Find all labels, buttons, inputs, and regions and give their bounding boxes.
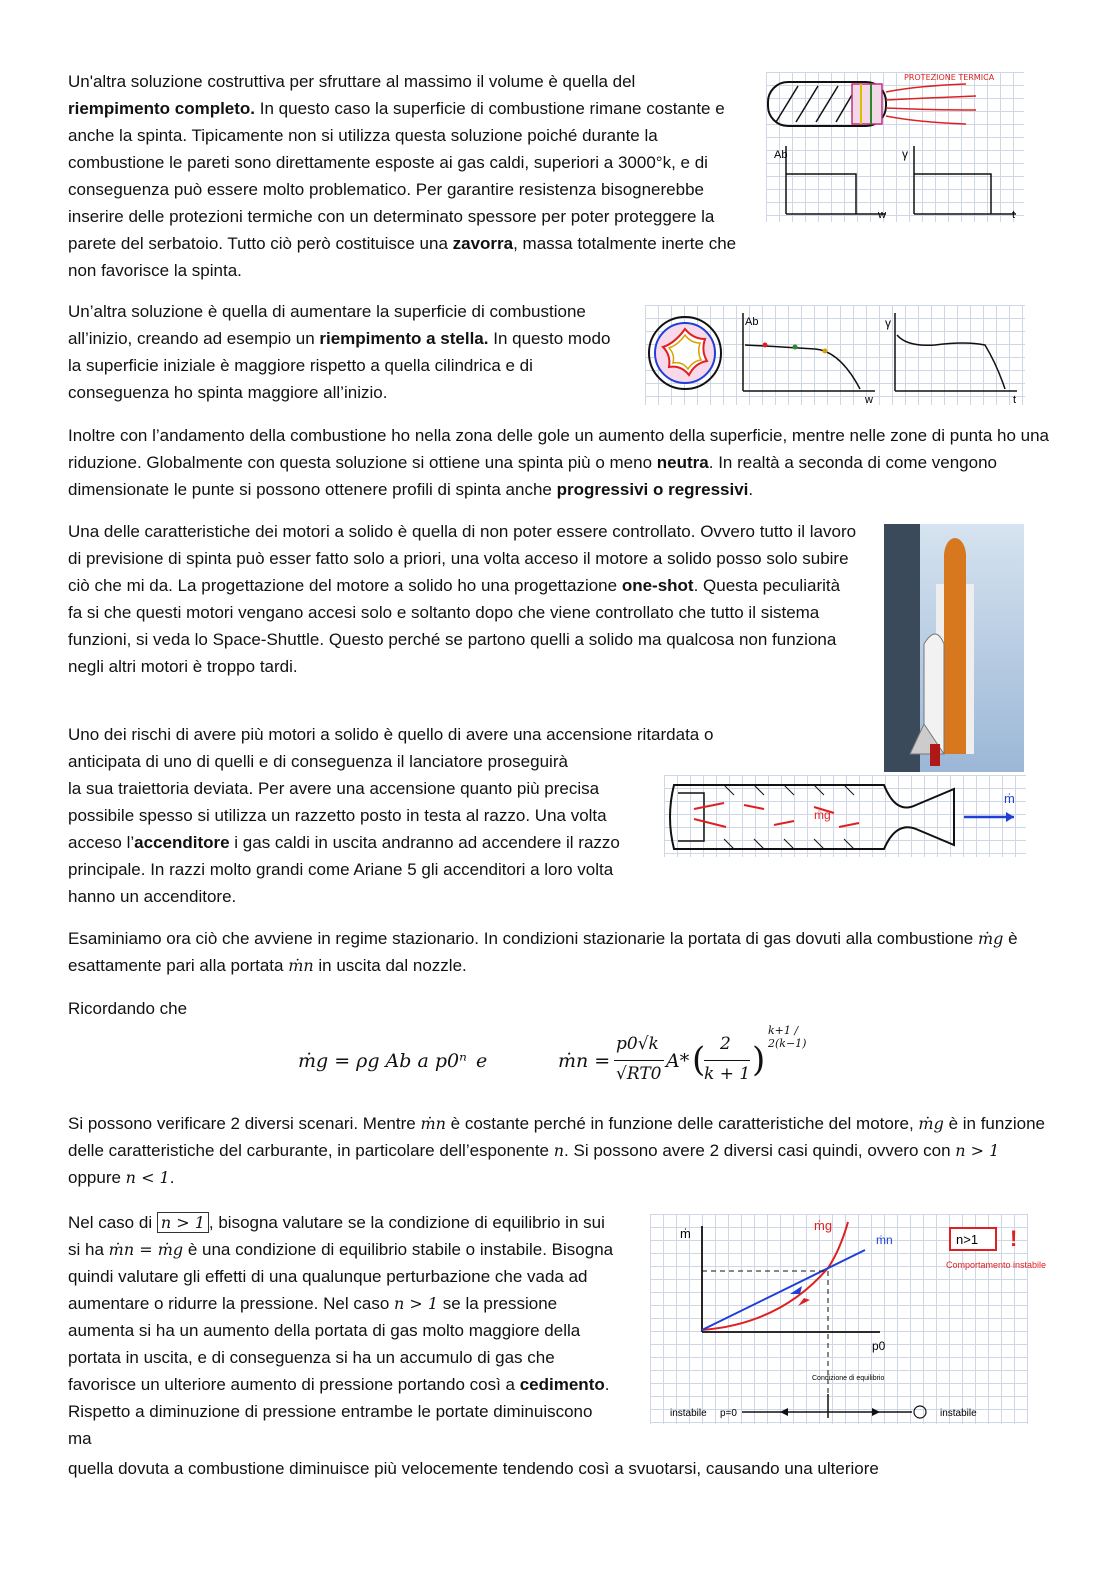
figure-riempimento-completo xyxy=(766,72,1024,222)
box-n-greater-1: n>1 xyxy=(956,1232,979,1247)
term-neutra: neutra xyxy=(656,453,709,472)
figure-riempimento-stella-sketch xyxy=(645,305,1025,405)
svg-text:t: t xyxy=(1013,394,1017,406)
paragraph-regime-stazionario: Esaminiamo ora ciò che avviene in regime stazionario. In condizioni stazionarie la portata di gas dovuti alla combustione ṁg è esattamente pari alla portata ṁn in uscita dal nozzle. xyxy=(68,929,1018,975)
curve-label-mn: ṁn xyxy=(876,1233,893,1247)
paragraph-accenditore: la sua traiettoria deviata. Per avere una accensione quanto più precisa possibile spesso si utilizza un razzetto posto in testa al razzo. Una volta acceso l’accenditore i gas caldi in uscita andranno ad accendere il razzo principale. In razzi molto grandi come Ariane 5 gli accenditori a loro volta hanno un accenditore. xyxy=(68,779,620,906)
term-one-shot: one-shot xyxy=(621,576,694,595)
label-instabile-right: instabile xyxy=(940,1408,977,1419)
x-axis-label: p0 xyxy=(872,1339,886,1353)
paragraph-riempimento-completo: Un'altra soluzione costruttiva per sfruttare al massimo il volume è quella del riempimento completo. In questo caso la superficie di combustione rimane costante e anche la spinta. Tipicamente non si utilizza questa soluzione poiché durante la combustione le pareti sono direttamente esposte ai gas caldi, superiori a 3000°k, e di conseguenza può essere molto problematico. Per garantire resistenza bisognerebbe inserire delle protezioni termiche con un determinato spessore per poter proteggere la parete del serbatoio. Tutto ciò però costituisce una zavorra, massa totalmente inerte che non favorisce la spinta. xyxy=(68,72,737,280)
paragraph-riempimento-stella: Un’altra soluzione è quella di aumentare la superficie di combustione all’inizio, creando ad esempio un riempimento a stella. In questo modo la superficie iniziale è maggiore rispetto a quella cilindrica e di conseguenza ho spinta maggiore all’inizio. xyxy=(68,302,611,402)
term-zavorra: zavorra xyxy=(452,234,514,253)
label-p-zero: p=0 xyxy=(720,1408,737,1419)
term-cedimento: cedimento xyxy=(519,1375,605,1394)
explosion-icon xyxy=(914,1406,926,1418)
svg-text:w: w xyxy=(878,209,886,221)
svg-text:Ab: Ab xyxy=(745,316,759,328)
paragraph-continuazione: quella dovuta a combustione diminuisce più velocemente tendendo così a svuotarsi, causando una ulteriore xyxy=(68,1459,879,1478)
label-protezione-termica: PROTEZIONE TERMICA xyxy=(904,73,995,82)
equation-mdot-n: ṁn = p0√k √RT0 A* ( 2 k + 1 ) k+1 / 2(k−1) xyxy=(558,1024,807,1084)
figure-accenditore xyxy=(664,775,1026,857)
label-mdot: ṁ xyxy=(1004,791,1015,806)
svg-text:γ: γ xyxy=(885,316,891,330)
paragraph-scenari: Si possono verificare 2 diversi scenari. Mentre ṁn è costante perché in funzione delle caratteristiche del motore, ṁg è in funzione delle caratteristiche del carburante, in particolare dell’esponente n. Si possono avere 2 diversi casi quindi, ovvero con n > 1 oppure n < 1. xyxy=(68,1114,1045,1187)
paragraph-ricordando: Ricordando che xyxy=(68,999,188,1018)
y-axis-label: ṁ xyxy=(680,1226,691,1241)
equation-e: e xyxy=(476,1050,488,1072)
paragraph-one-shot: Una delle caratteristiche dei motori a solido è quella di non poter essere controllato. Ovvero tutto il lavoro di previsione di spinta può esser fatto solo a priori, una volta acceso il motore a solido posso solo subire ciò che mi da. La progettazione del motore a solido ho una progettazione one-shot. Questa peculiarità fa si che questi motori vengano accesi solo e soltanto dopo che viene controllato che tutto il sistema funzioni, si veda lo Space-Shuttle. Questo perché se partono quelli a solido ma qualcosa non funziona negli altri motori è troppo tardi. xyxy=(68,522,857,676)
space-shuttle-photo xyxy=(884,524,1024,772)
space-shuttle-illustration xyxy=(884,524,1024,772)
label-instabile-left: instabile xyxy=(670,1408,707,1419)
term-riempimento-completo: riempimento completo. xyxy=(68,99,256,118)
term-progressivi-regressivi: progressivi o regressivi xyxy=(556,480,749,499)
svg-text:Ab: Ab xyxy=(774,149,788,161)
paragraph-accensione: Uno dei rischi di avere più motori a solido è quello di avere una accensione ritardata o anticipata di uno di quelli e di conseguenza il lanciatore proseguirà xyxy=(68,725,714,771)
figure-riempimento-completo-sketch xyxy=(766,72,1024,222)
label-condizione-equilibrio: Condizione di equilibrio xyxy=(812,1375,885,1382)
term-accenditore: accenditore xyxy=(134,833,230,852)
label-mdot-g: ṁg xyxy=(814,808,831,822)
boxed-n-greater-1: n > 1 xyxy=(157,1212,209,1233)
warning-icon: ! xyxy=(1010,1226,1018,1251)
paragraph-spinta-neutra: Inoltre con l’andamento della combustione ho nella zona delle gole un aumento della superficie, mentre nelle zone di punta ho una riduzione. Globalmente con questa soluzione si ottiene una spinta più o meno neutra. In realtà a seconda di come vengono dimensionate le punte si possono ottenere profili di spinta anche progressivi o regressivi. xyxy=(68,426,1049,499)
figure-stabilita-sketch xyxy=(650,1214,1047,1424)
paragraph-equilibrio: Nel caso di n > 1 , bisogna valutare se la condizione di equilibrio in sui si ha ṁn = ṁg è una condizione di equilibrio stabile o instabile. Bisogna quindi valutare gli effetti di una qualunque perturbazione che vada ad aumentare o ridurre la pressione. Nel caso n > 1 se la pressione aumenta si ha un aumento della portata di gas molto maggiore della portata in uscita, e di conseguenza si ha un accumulo di gas che favorisce un ulteriore aumento di pressione portando così a cedimento. Rispetto a diminuzione di pressione entrambe le portate diminuiscono ma xyxy=(68,1213,614,1448)
svg-text:t: t xyxy=(1012,209,1016,221)
equation-mdot-g: ṁg = ρg Ab a p0ⁿ xyxy=(298,1050,467,1072)
svg-text:w: w xyxy=(865,394,873,406)
curve-label-mg: ṁg xyxy=(814,1218,833,1233)
figure-accenditore-sketch xyxy=(664,775,1026,857)
svg-text:γ: γ xyxy=(902,147,908,161)
figure-stabilita xyxy=(650,1214,1047,1424)
term-riempimento-stella: riempimento a stella. xyxy=(319,329,489,348)
note-comportamento-instabile: Comportamento instabile xyxy=(946,1260,1047,1270)
figure-riempimento-stella xyxy=(645,305,1025,405)
